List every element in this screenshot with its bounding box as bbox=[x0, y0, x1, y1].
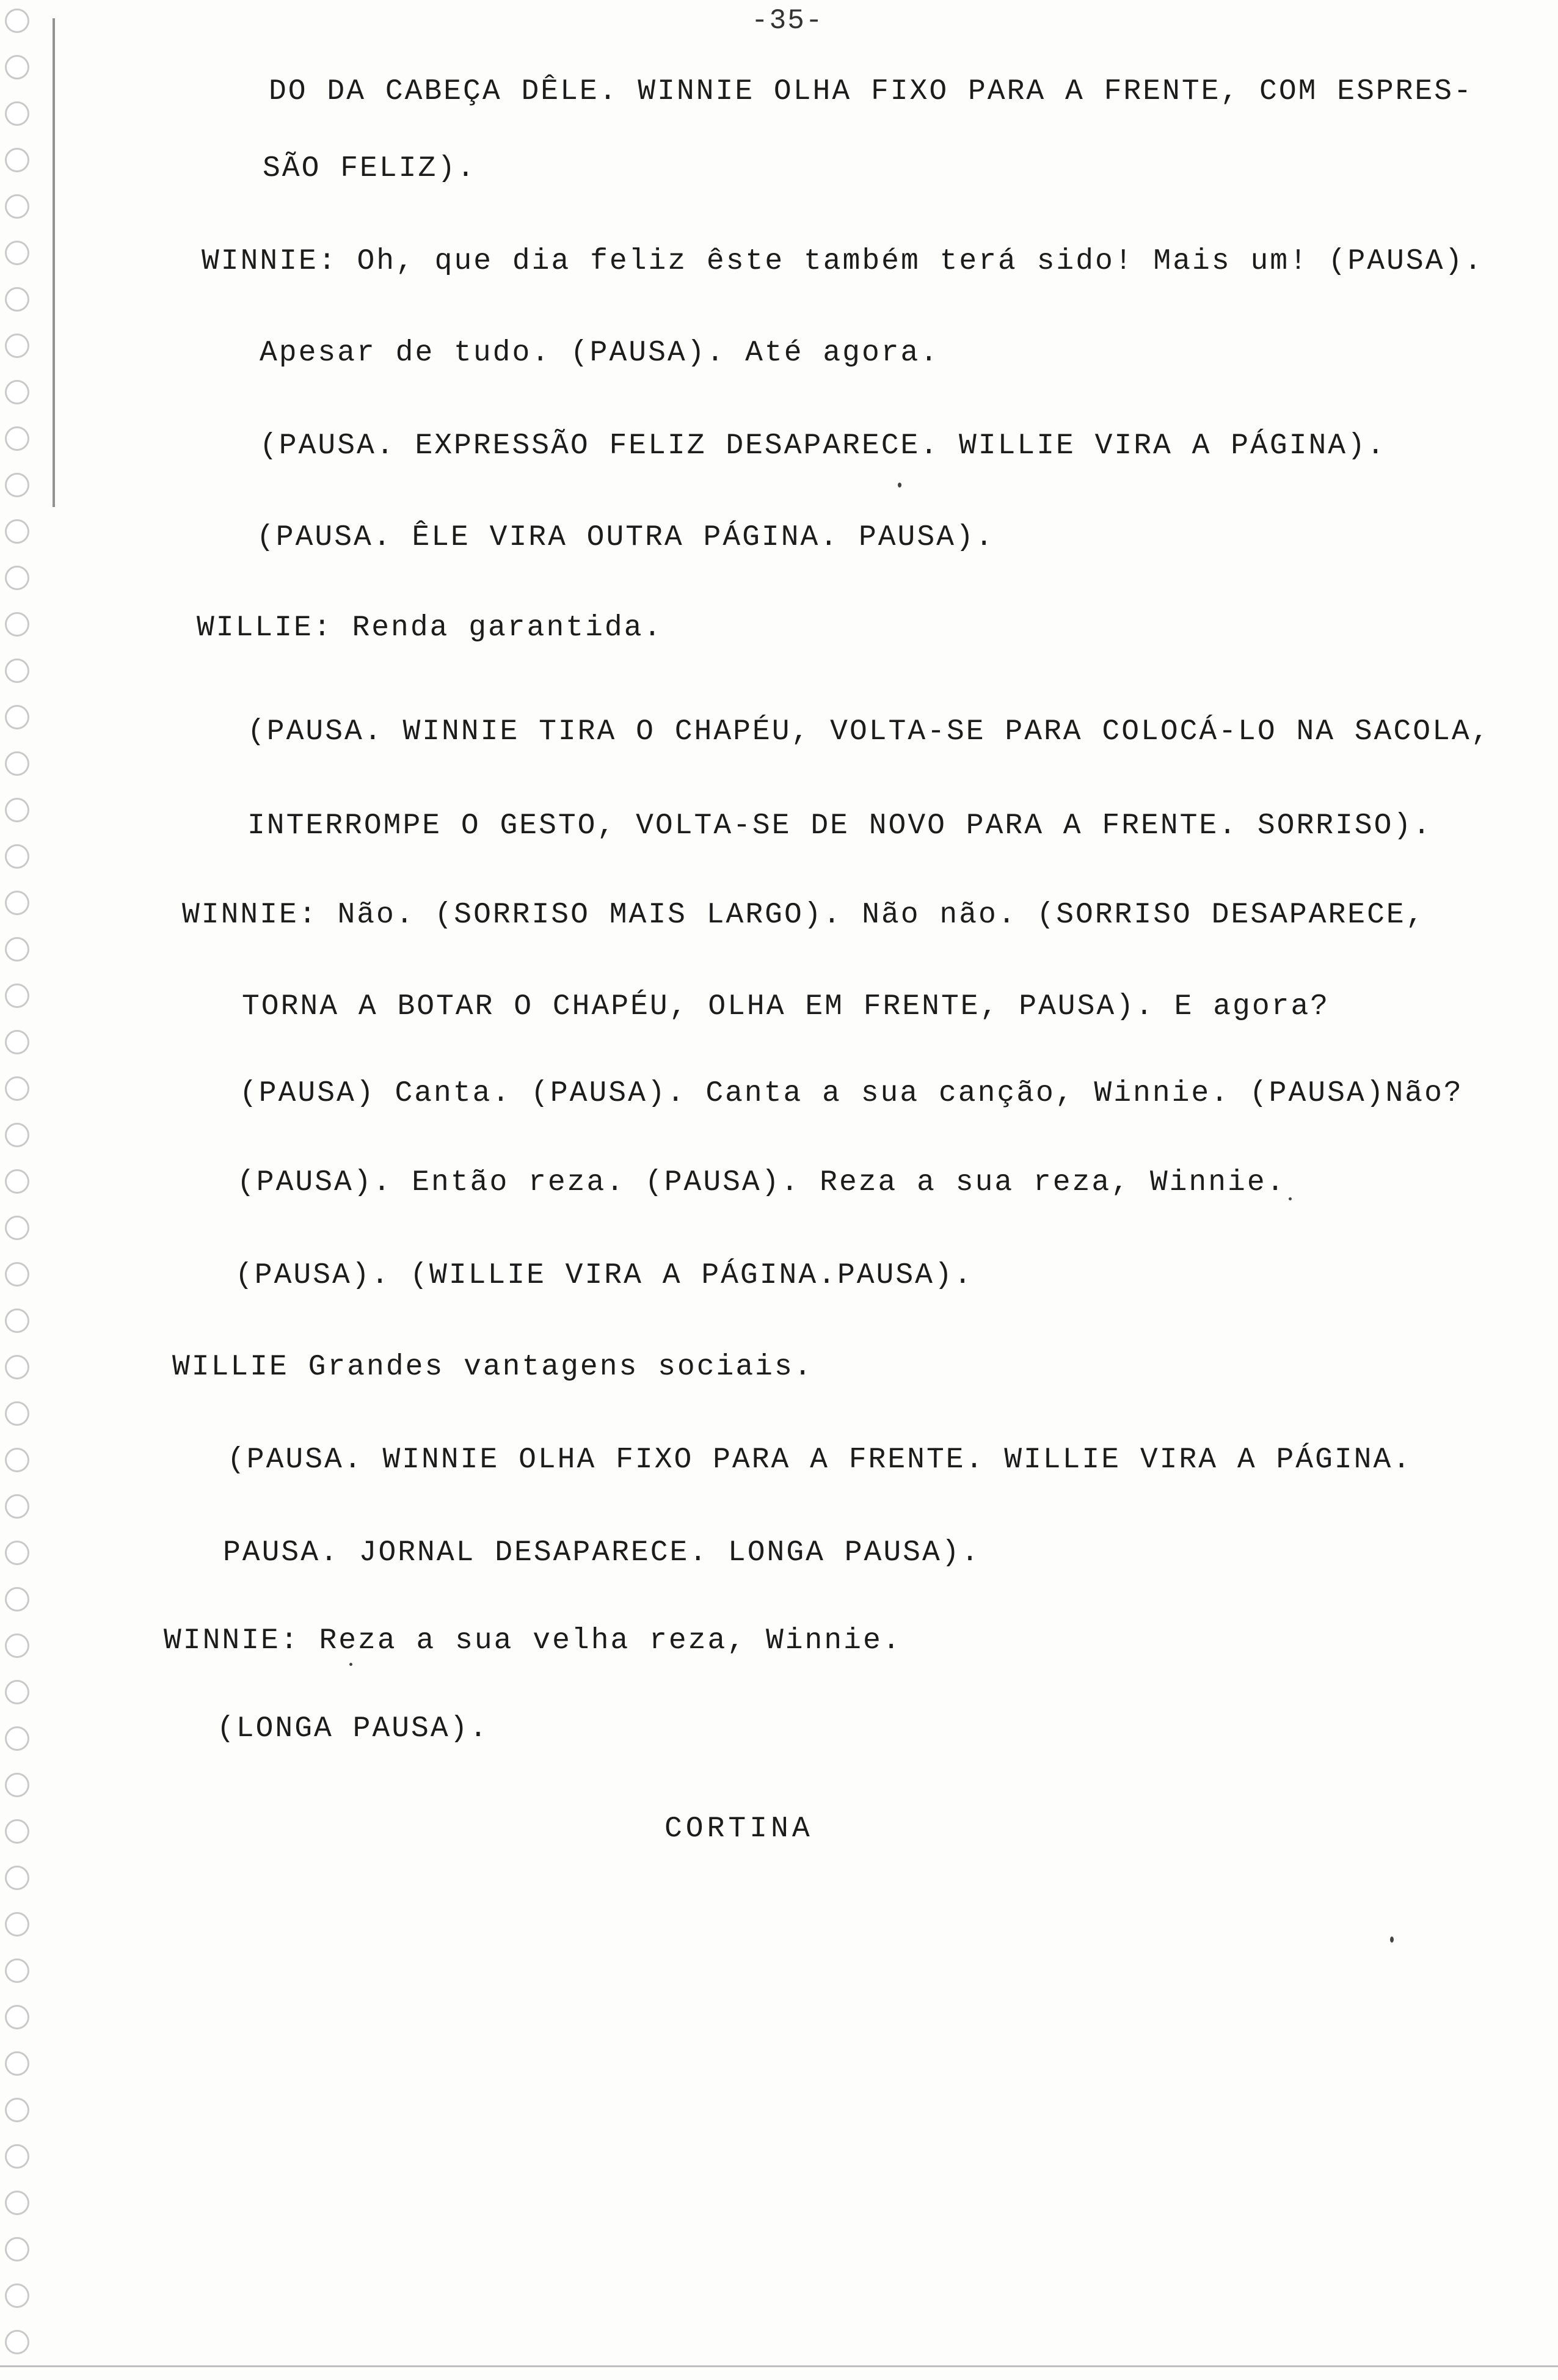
dialogue-line-winnie: WINNIE: Oh, que dia feliz êste também terá sido! Mais um! (PAUSA). bbox=[202, 245, 1484, 278]
punched-hole bbox=[5, 148, 29, 172]
punched-hole bbox=[5, 1680, 29, 1704]
punched-hole bbox=[5, 194, 29, 219]
punched-hole bbox=[5, 2051, 29, 2076]
punched-hole bbox=[5, 55, 29, 79]
punched-hole bbox=[5, 1309, 29, 1333]
punched-hole bbox=[5, 1912, 29, 1936]
punched-hole bbox=[5, 473, 29, 497]
punched-hole bbox=[5, 380, 29, 404]
punched-hole bbox=[5, 2330, 29, 2354]
dialogue-line-willie: WILLIE Grandes vantagens sociais. bbox=[172, 1351, 814, 1384]
punched-hole bbox=[5, 1541, 29, 1565]
stage-direction-line: (PAUSA. ÊLE VIRA OUTRA PÁGINA. PAUSA). bbox=[257, 521, 995, 554]
punched-hole bbox=[5, 1866, 29, 1890]
punched-hole bbox=[5, 1587, 29, 1612]
punched-hole bbox=[5, 1030, 29, 1054]
dialogue-line-winnie: WINNIE: Não. (SORRISO MAIS LARGO). Não não. (SORRISO DESAPARECE, bbox=[182, 899, 1425, 932]
punched-hole bbox=[5, 751, 29, 776]
punched-hole bbox=[5, 287, 29, 312]
stage-direction-line: (PAUSA. WINNIE TIRA O CHAPÉU, VOLTA-SE PARA COLOCÁ-LO NA SACOLA, bbox=[247, 715, 1491, 748]
punched-hole bbox=[5, 2144, 29, 2169]
ink-speck bbox=[898, 483, 901, 487]
punched-hole bbox=[5, 659, 29, 683]
stage-direction-line: PAUSA. JORNAL DESAPARECE. LONGA PAUSA). bbox=[223, 1536, 981, 1569]
punched-hole bbox=[5, 1448, 29, 1472]
punched-hole bbox=[5, 2237, 29, 2261]
stage-direction-line: INTERROMPE O GESTO, VOLTA-SE DE NOVO PARA A FRENTE. SORRISO). bbox=[247, 809, 1433, 842]
punched-hole bbox=[5, 426, 29, 451]
stage-direction-line: DO DA CABEÇA DÊLE. WINNIE OLHA FIXO PARA A FRENTE, COM ESPRES- bbox=[269, 75, 1473, 108]
dialogue-line-winnie: WINNIE: Reza a sua velha reza, Winnie. bbox=[164, 1624, 902, 1657]
punched-hole bbox=[5, 2283, 29, 2308]
punched-hole bbox=[5, 101, 29, 126]
bottom-edge-line bbox=[0, 2365, 1558, 2367]
punched-hole bbox=[5, 1958, 29, 1983]
punched-hole bbox=[5, 1634, 29, 1658]
stage-direction-line: (PAUSA. EXPRESSÃO FELIZ DESAPARECE. WILLIE VIRA A PÁGINA). bbox=[260, 429, 1386, 462]
punched-hole bbox=[5, 2005, 29, 2029]
dialogue-line: TORNA A BOTAR O CHAPÉU, OLHA EM FRENTE, PAUSA). E agora? bbox=[242, 990, 1330, 1023]
ink-speck bbox=[1289, 1197, 1292, 1200]
page-number: -35- bbox=[751, 5, 824, 37]
dialogue-line: (PAUSA) Canta. (PAUSA). Canta a sua canção, Winnie. (PAUSA)Não? bbox=[239, 1077, 1463, 1110]
punched-hole bbox=[5, 1819, 29, 1844]
punched-hole bbox=[5, 1076, 29, 1101]
punched-hole bbox=[5, 1355, 29, 1379]
punched-hole bbox=[5, 334, 29, 358]
ink-speck bbox=[1390, 1936, 1394, 1943]
stage-direction-line: (LONGA PAUSA). bbox=[217, 1712, 489, 1745]
curtain-ending: CORTINA bbox=[664, 1812, 814, 1845]
punched-hole bbox=[5, 612, 29, 637]
ink-speck bbox=[349, 1663, 352, 1666]
dialogue-line-willie: WILLIE: Renda garantida. bbox=[197, 611, 663, 644]
punched-hole bbox=[5, 9, 29, 33]
stage-direction-line: (PAUSA). (WILLIE VIRA A PÁGINA.PAUSA). bbox=[235, 1259, 974, 1292]
punched-hole bbox=[5, 1123, 29, 1147]
punched-hole bbox=[5, 937, 29, 962]
punched-hole bbox=[5, 2098, 29, 2122]
punched-hole bbox=[5, 1401, 29, 1426]
dialogue-line: (PAUSA). Então reza. (PAUSA). Reza a sua reza, Winnie. bbox=[237, 1166, 1286, 1199]
stage-direction-line: (PAUSA. WINNIE OLHA FIXO PARA A FRENTE. WILLIE VIRA A PÁGINA. bbox=[227, 1444, 1413, 1477]
binding-margin-line bbox=[53, 18, 55, 507]
punched-hole bbox=[5, 984, 29, 1008]
punched-hole bbox=[5, 1726, 29, 1751]
stage-direction-line: SÃO FELIZ). bbox=[263, 152, 476, 185]
punched-hole bbox=[5, 519, 29, 544]
punched-hole bbox=[5, 2191, 29, 2215]
punched-hole bbox=[5, 566, 29, 590]
punched-hole bbox=[5, 1773, 29, 1797]
punched-hole bbox=[5, 844, 29, 869]
punched-hole bbox=[5, 891, 29, 915]
punched-hole bbox=[5, 705, 29, 729]
punched-hole bbox=[5, 798, 29, 822]
punched-hole bbox=[5, 1262, 29, 1287]
dialogue-line: Apesar de tudo. (PAUSA). Até agora. bbox=[260, 337, 940, 370]
punched-hole bbox=[5, 1216, 29, 1240]
punched-holes-strip bbox=[0, 0, 43, 2380]
punched-hole bbox=[5, 241, 29, 265]
punched-hole bbox=[5, 1494, 29, 1519]
punched-hole bbox=[5, 1169, 29, 1194]
